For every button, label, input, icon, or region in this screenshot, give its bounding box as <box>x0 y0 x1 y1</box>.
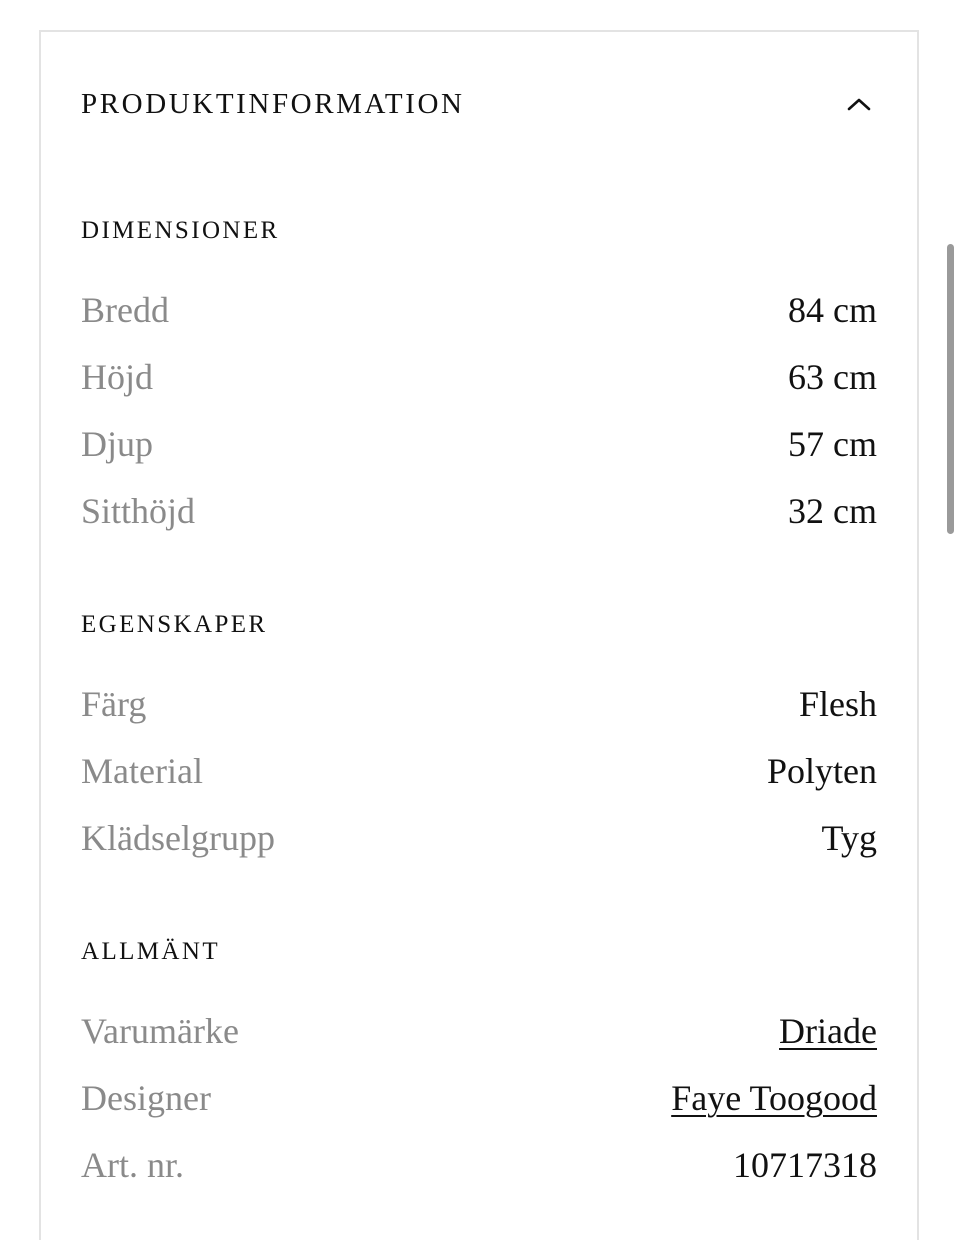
spec-value: Tyg <box>821 818 877 858</box>
spec-row-upholstery-group <box>81 805 877 872</box>
spec-row-height <box>81 344 877 411</box>
section-heading: DIMENSIONER <box>81 217 280 244</box>
spec-label: Höjd <box>81 357 153 397</box>
section-heading: EGENSKAPER <box>81 611 268 638</box>
spec-row-designer <box>81 1065 877 1132</box>
spec-value: 32 cm <box>788 491 877 531</box>
section-dimensions <box>81 215 877 545</box>
spec-value: Flesh <box>798 684 877 724</box>
designer-link[interactable]: Faye Toogood <box>671 1078 877 1118</box>
spec-label: Klädselgrupp <box>81 818 275 858</box>
spec-row-material <box>81 738 877 805</box>
section-properties <box>81 609 877 872</box>
spec-row-seat-height <box>81 478 877 545</box>
brand-link[interactable]: Driade <box>779 1011 877 1051</box>
spec-value: 63 cm <box>788 357 877 397</box>
spec-row-depth <box>81 411 877 478</box>
panel-header[interactable] <box>81 84 877 124</box>
product-info-panel <box>39 30 919 1240</box>
spec-row-brand <box>81 998 877 1065</box>
spec-value: 10717318 <box>733 1145 877 1185</box>
spec-row-width <box>81 277 877 344</box>
section-general <box>81 936 877 1199</box>
section-heading: ALLMÄNT <box>81 938 221 965</box>
spec-label: Bredd <box>81 290 169 330</box>
chevron-up-icon <box>846 96 872 112</box>
spec-row-article-number <box>81 1132 877 1199</box>
panel-title: PRODUKTINFORMATION <box>81 88 465 120</box>
spec-label: Varumärke <box>81 1011 239 1051</box>
spec-label: Art. nr. <box>81 1145 184 1185</box>
spec-label: Sitthöjd <box>81 491 196 531</box>
spec-value: Polyten <box>766 751 877 791</box>
spec-label: Material <box>81 751 203 791</box>
spec-row-color <box>81 671 877 738</box>
spec-value: 57 cm <box>788 424 877 464</box>
spec-value: 84 cm <box>788 290 877 330</box>
spec-label: Färg <box>81 684 147 724</box>
spec-label: Designer <box>81 1078 211 1118</box>
collapse-toggle-button[interactable] <box>841 86 877 122</box>
scrollbar-thumb[interactable] <box>947 244 954 534</box>
spec-label: Djup <box>81 424 153 464</box>
